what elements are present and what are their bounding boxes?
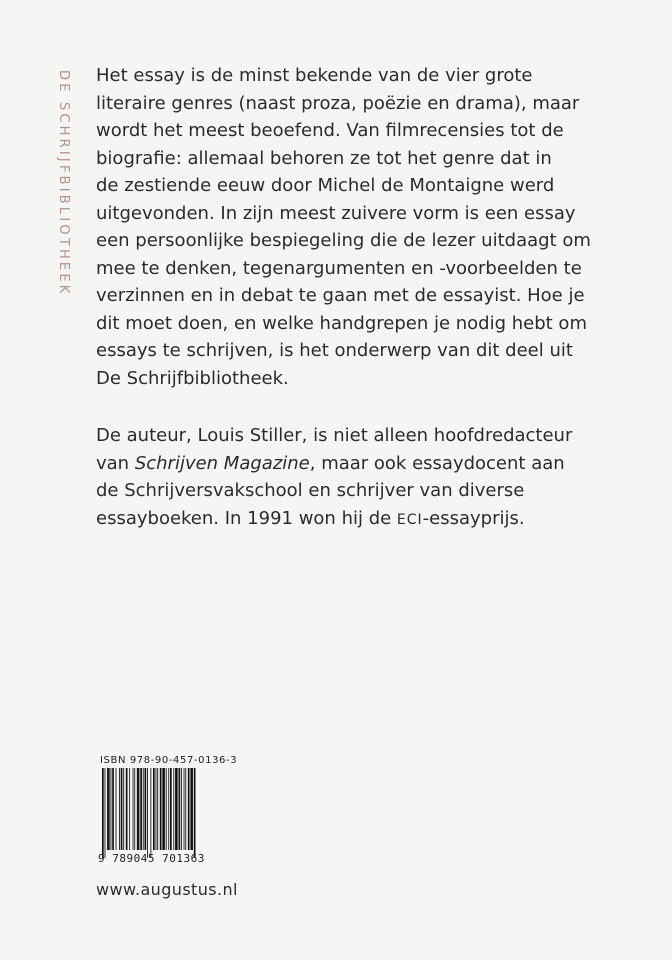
bio-line bbox=[96, 505, 636, 535]
author-bio-paragraph bbox=[96, 422, 636, 534]
barcode-bar bbox=[168, 768, 169, 850]
barcode-bar bbox=[121, 768, 123, 850]
bio-text: , maar ook essaydocent aan bbox=[309, 452, 565, 474]
barcode-bar bbox=[166, 768, 167, 850]
barcode-bar bbox=[188, 768, 190, 850]
barcode-bar bbox=[194, 768, 196, 858]
barcode-bar bbox=[129, 768, 130, 850]
barcode-bar bbox=[160, 768, 162, 850]
description-line: essays te schrijven, is het onderwerp van dit deel uit bbox=[96, 340, 573, 361]
barcode-bar bbox=[134, 768, 135, 850]
barcode-bar bbox=[107, 768, 110, 850]
barcode-bar bbox=[157, 768, 158, 850]
description-line: een persoonlijke bespiegeling die de lezer uitdaagt om bbox=[96, 230, 591, 251]
description-line: wordt het meest beoefend. Van filmrecensies tot de bbox=[96, 120, 564, 141]
barcode-bar bbox=[126, 768, 128, 850]
description-line: literaire genres (naast proza, poëzie en drama), maar bbox=[96, 92, 580, 114]
description-line: uitgevonden. In zijn meest zuivere vorm is een essay bbox=[96, 202, 576, 224]
barcode-bar bbox=[112, 768, 114, 850]
spine-series-title: DE SCHRIJFBIBLIOTHEEK bbox=[56, 70, 71, 297]
barcode-bar bbox=[116, 768, 117, 850]
barcode-bar bbox=[137, 768, 140, 850]
barcode-bar bbox=[173, 768, 174, 850]
barcode-bar bbox=[119, 768, 120, 850]
description-line: dit moet doen, en welke handgrepen je nodig hebt om bbox=[96, 312, 587, 334]
bio-text: van bbox=[96, 452, 135, 474]
barcode-bar bbox=[185, 768, 186, 850]
description-line: verzinnen en in debat te gaan met de essayist. Hoe je bbox=[96, 285, 585, 306]
magazine-title: Schrijven Magazine bbox=[134, 452, 310, 474]
barcode-bar bbox=[181, 768, 182, 850]
barcode-bar bbox=[170, 768, 172, 850]
barcode-bar bbox=[102, 768, 104, 858]
barcode-bar bbox=[123, 768, 124, 850]
bio-text: essayboeken. In 1991 won hij de bbox=[96, 507, 397, 529]
description-line: de zestiende eeuw door Michel de Montaigne werd bbox=[96, 175, 555, 196]
barcode-bar bbox=[190, 768, 193, 850]
barcode-bar bbox=[145, 768, 147, 850]
barcode-bar bbox=[184, 768, 185, 850]
barcode-bar bbox=[133, 768, 134, 850]
description-line: De Schrijfbibliotheek. bbox=[96, 367, 289, 389]
publisher-website: www.augustus.nl bbox=[96, 880, 238, 899]
barcode-bar bbox=[143, 768, 144, 850]
barcode-digits: 9 789045 701363 bbox=[98, 852, 205, 865]
barcode-bar bbox=[111, 768, 112, 850]
barcode-bar bbox=[162, 768, 165, 850]
barcode-bar bbox=[175, 768, 178, 850]
barcode-bar bbox=[147, 768, 148, 858]
isbn-label: ISBN 978-90-457-0136-3 bbox=[100, 755, 238, 766]
description-line: biografie: allemaal behoren ze tot het genre dat in bbox=[96, 147, 552, 169]
barcode-bar bbox=[150, 768, 151, 858]
bio-line: De auteur, Louis Stiller, is niet alleen hoofdredacteur bbox=[96, 425, 573, 446]
prize-abbreviation: ECI bbox=[396, 511, 423, 528]
description-line: mee te denken, tegenargumenten en -voorbeelden te bbox=[96, 257, 582, 279]
barcode-bar bbox=[179, 768, 181, 850]
description-line: Het essay is de minst bekende van de vier grote bbox=[96, 65, 533, 86]
barcode-bar bbox=[153, 768, 155, 850]
barcode-image bbox=[102, 768, 226, 858]
barcode-bar bbox=[140, 768, 142, 850]
description-paragraph bbox=[96, 62, 636, 392]
barcode-bar bbox=[105, 768, 106, 858]
barcode-bar bbox=[156, 768, 157, 850]
bio-text: -essayprijs. bbox=[422, 507, 525, 529]
bio-line: de Schrijversvakschool en schrijver van diverse bbox=[96, 480, 525, 501]
bio-line bbox=[96, 450, 636, 478]
